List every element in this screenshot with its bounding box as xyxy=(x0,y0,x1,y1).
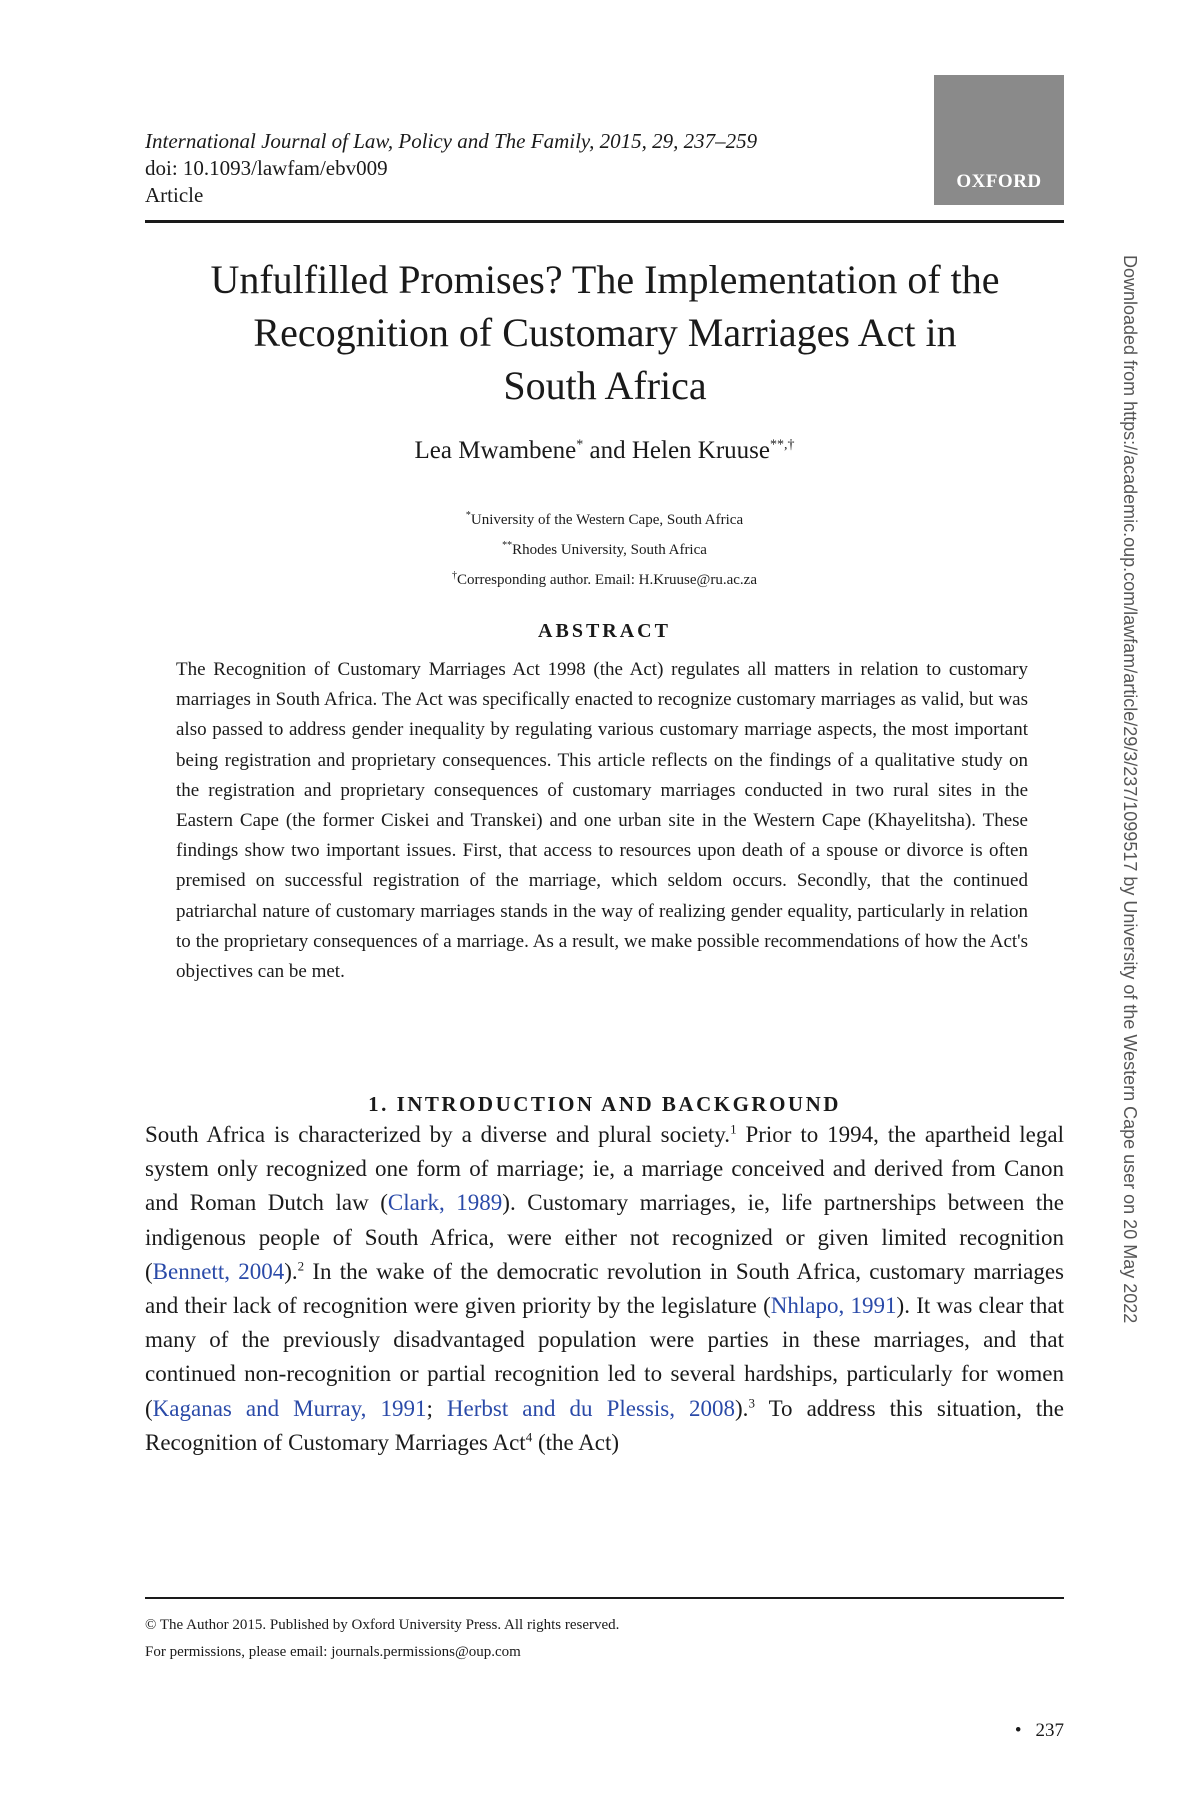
text-run: ; xyxy=(426,1395,447,1421)
footnote-ref[interactable]: 2 xyxy=(297,1258,305,1274)
doi: doi: 10.1093/lawfam/ebv009 xyxy=(145,156,388,180)
footnote-ref[interactable]: 1 xyxy=(730,1121,737,1137)
publisher-logo xyxy=(934,75,1064,205)
citation-link[interactable]: Bennett, 2004 xyxy=(152,1258,285,1284)
affiliation xyxy=(145,533,1064,563)
page-number-value: 237 xyxy=(1035,1720,1064,1741)
page-number xyxy=(970,1720,1064,1742)
text-run: ). xyxy=(284,1258,298,1284)
abstract-heading: ABSTRACT xyxy=(538,620,671,642)
permissions-line: For permissions, please email: journals.permissions@oup.com xyxy=(145,1644,521,1660)
author-mark: **,† xyxy=(770,437,795,453)
title-line-3: South Africa xyxy=(503,363,707,408)
article-title xyxy=(130,253,1080,412)
text-run: South Africa is characterized by a diverse and plural society. xyxy=(145,1122,731,1147)
affiliation xyxy=(145,503,1064,533)
footer-divider xyxy=(145,1597,1064,1599)
affiliation-text: University of the Western Cape, South Africa xyxy=(470,512,744,528)
affiliation xyxy=(145,563,1064,593)
text-run: ). It was clear that many of the previously disadvantaged population were parties in these marriages, and that continued non-recognition or partial recognition led to several hardships, particularly for women ( xyxy=(145,1293,1064,1421)
journal-header xyxy=(145,128,905,209)
author-name: Lea Mwambene xyxy=(414,437,577,464)
affiliations xyxy=(145,503,1064,593)
text-run: ). xyxy=(735,1395,749,1421)
bullet-glyph: • xyxy=(1014,1720,1022,1741)
footnote-ref[interactable]: 3 xyxy=(748,1394,755,1410)
text-run: In the wake of the democratic revolution in South Africa, customary marriages and their lack of recognition were given priority by the legislature ( xyxy=(145,1258,1064,1319)
citation-link[interactable]: Clark, 1989 xyxy=(387,1190,503,1216)
article-type: Article xyxy=(145,183,204,207)
author-mark: * xyxy=(576,437,584,453)
footnote-ref[interactable]: 4 xyxy=(525,1429,533,1445)
citation-link[interactable]: Kaganas and Murray, 1991 xyxy=(152,1395,427,1421)
copyright-notice xyxy=(145,1612,1064,1666)
affiliation-mark: * xyxy=(465,510,471,521)
title-line-1: Unfulfilled Promises? The Implementation of the xyxy=(210,257,1000,302)
text-run: (the Act) xyxy=(532,1429,620,1455)
download-watermark: Downloaded from https://academic.oup.com/lawfam/article/29/3/237/1099517 by University of the Western Cape user on 20 May 2022 xyxy=(1120,255,1140,1324)
copyright-line: © The Author 2015. Published by Oxford University Press. All rights reserved. xyxy=(145,1617,620,1633)
text-run: Prior to 1994, the apartheid legal system only recognized one form of marriage; ie, a marriage conceived and derived from Canon and Roman Dutch law ( xyxy=(145,1122,1064,1216)
citation-link[interactable]: Nhlapo, 1991 xyxy=(770,1293,897,1319)
author-name: Helen Kruuse xyxy=(631,437,770,464)
title-line-2: Recognition of Customary Marriages Act in xyxy=(253,310,957,355)
text-run: To address this situation, the Recognition of Customary Marriages Act xyxy=(145,1395,1064,1455)
publisher-logo-text: OXFORD xyxy=(956,171,1042,192)
header-divider xyxy=(145,220,1064,223)
affiliation-text: Rhodes University, South Africa xyxy=(512,542,707,558)
abstract-text: The Recognition of Customary Marriages Act 1998 (the Act) regulates all matters in relation to customary marriages in South Africa. The Act was specifically enacted to recognize customary marriages as valid, but was also passed to address gender inequality by regulating various customary marriage aspects, the most important being registration and proprietary consequences. This article reflects on the findings of a qualitative study on the registration and proprietary consequences of customary marriages conducted in two rural sites in the Eastern Cape (the former Ciskei and Transkei) and one urban site in the Western Cape (Khayelitsha). These findings show two important issues. First, that access to resources upon death of a spouse or divorce is often premised on successful registration of the marriage, which seldom occurs. Secondly, that the continued patriarchal nature of customary marriages stands in the way of realizing gender equality, particularly in relation to the proprietary consequences of a marriage. As a result, we make possible recommendations of how the Act's objectives can be met. xyxy=(176,659,1028,983)
affiliation-text: Corresponding author. Email: H.Kruuse@ru.ac.za xyxy=(457,572,757,588)
affiliation-mark: † xyxy=(452,570,457,581)
text-run: ). Customary marriages, ie, life partnerships between the indigenous people of South Africa, were either not recognized or given limited recognition ( xyxy=(145,1190,1064,1284)
section-heading: 1. INTRODUCTION AND BACKGROUND xyxy=(368,1092,841,1116)
body-paragraph xyxy=(145,1118,1064,1460)
citation-link[interactable]: Herbst and du Plessis, 2008 xyxy=(446,1395,736,1421)
author-list xyxy=(145,437,1064,465)
affiliation-mark: ** xyxy=(502,540,513,551)
author-conjunction: and xyxy=(583,437,632,464)
journal-citation: International Journal of Law, Policy and The Family, 2015, 29, 237–259 xyxy=(145,129,758,153)
